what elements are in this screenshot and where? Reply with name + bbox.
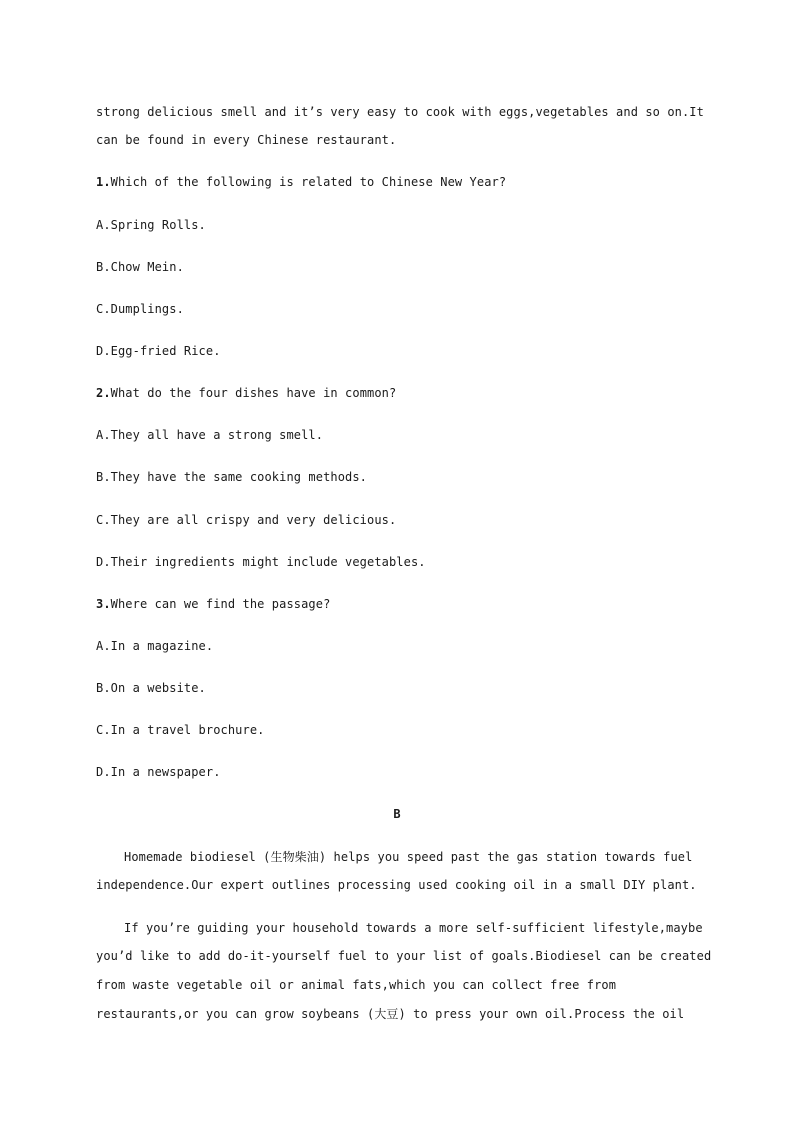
passage-b-para1-line-1: Homemade biodiesel (生物柴油) helps you speed past the gas station towards fuel xyxy=(124,850,693,864)
question-1-number: 1. xyxy=(96,175,111,189)
question-1 xyxy=(96,174,506,190)
question-2-number: 2. xyxy=(96,386,111,400)
question-2-option-a: A.They all have a strong smell. xyxy=(96,428,324,442)
question-1-option-a: A.Spring Rolls. xyxy=(96,218,206,232)
question-1-stem: Which of the following is related to Chinese New Year? xyxy=(110,175,507,189)
question-3-option-d: D.In a newspaper. xyxy=(96,765,221,779)
question-2-option-c: C.They are all crispy and very delicious. xyxy=(96,513,397,527)
passage-a-line-2: can be found in every Chinese restaurant. xyxy=(96,133,397,147)
question-3-option-a: A.In a magazine. xyxy=(96,639,214,653)
passage-b-para2-line-4: restaurants,or you can grow soybeans (大豆) to press your own oil.Process the oil xyxy=(96,1007,685,1021)
question-1-option-d: D.Egg-fried Rice. xyxy=(96,344,221,358)
question-2-option-d: D.Their ingredients might include vegetables. xyxy=(96,555,426,569)
question-2-option-b: B.They have the same cooking methods. xyxy=(96,470,368,484)
question-3 xyxy=(96,596,330,612)
question-1-option-c: C.Dumplings. xyxy=(96,302,184,316)
question-3-stem: Where can we find the passage? xyxy=(110,597,331,611)
question-3-option-b: B.On a website. xyxy=(96,681,206,695)
passage-b-para2-line-2: you’d like to add do-it-yourself fuel to your list of goals.Biodiesel can be created xyxy=(96,949,712,963)
passage-b-heading: B xyxy=(393,807,401,821)
question-3-number: 3. xyxy=(96,597,111,611)
passage-b-para2-line-1: If you’re guiding your household towards a more self-sufficient lifestyle,maybe xyxy=(124,921,703,935)
question-3-option-c: C.In a travel brochure. xyxy=(96,723,265,737)
question-2-stem: What do the four dishes have in common? xyxy=(110,386,397,400)
passage-b-para1-line-2: independence.Our expert outlines processing used cooking oil in a small DIY plant. xyxy=(96,878,697,892)
passage-a-line-1: strong delicious smell and it’s very easy to cook with eggs,vegetables and so on.It xyxy=(96,105,704,119)
question-2 xyxy=(96,385,396,401)
passage-b-para2-line-3: from waste vegetable oil or animal fats,which you can collect free from xyxy=(96,978,617,992)
question-1-option-b: B.Chow Mein. xyxy=(96,260,184,274)
